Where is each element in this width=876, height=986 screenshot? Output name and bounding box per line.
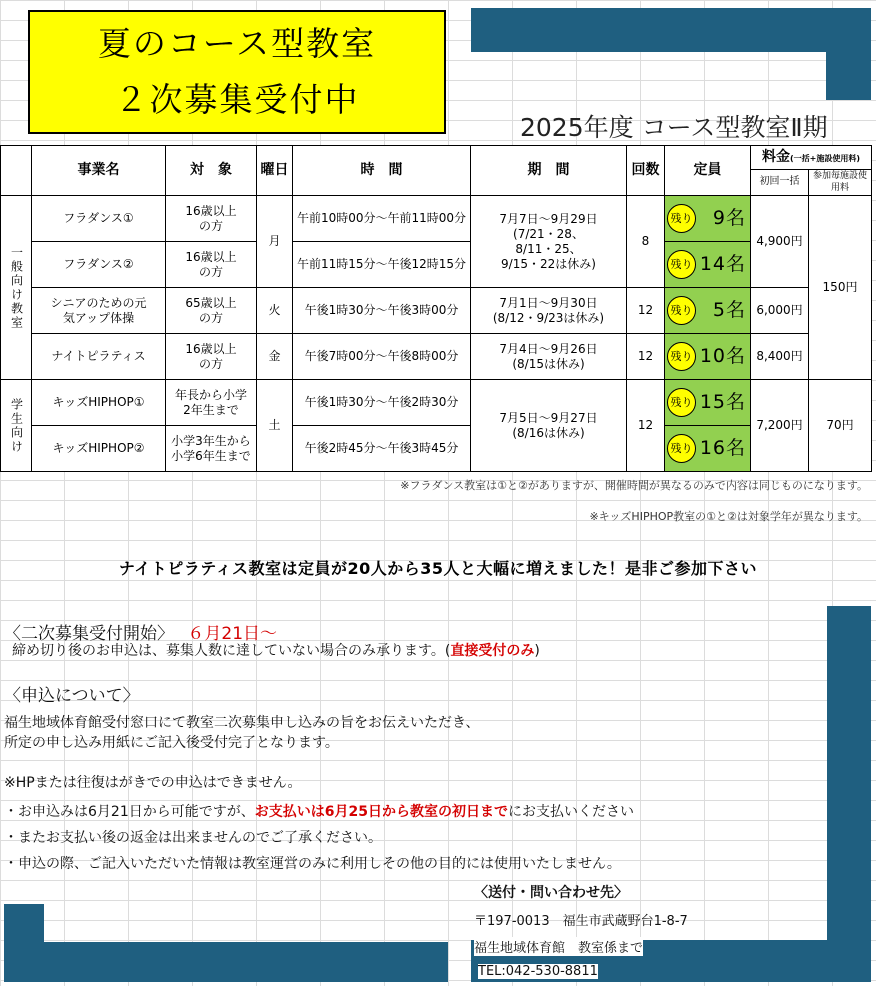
contact-address: 〒197-0013 福生市武蔵野台1-8-7 [474, 914, 688, 929]
second-recruit-date: ６月21日～ [187, 624, 278, 644]
class-period: 7月7日～9月29日 (7/21・28、 8/11・25、 9/15・22は休み) [471, 196, 627, 288]
title-line2: ２次募集受付中 [114, 80, 360, 119]
class-period: 7月5日～9月27日 (8/16は休み) [471, 380, 627, 472]
apply-note-hp: ※HPまたは往復はがきでの申込はできません。 [4, 775, 302, 791]
class-name: フラダンス① [32, 196, 166, 242]
class-day: 火 [257, 288, 293, 334]
class-name: キッズHIPHOP① [32, 380, 166, 426]
apply-heading: 〈申込について〉 [4, 686, 140, 706]
apply-line1: 福生地域体育館受付窓口にて教室二次募集申し込みの旨をお伝えいただき、 [4, 715, 480, 731]
remaining-count: 10名 [699, 344, 746, 367]
class-time: 午前11時15分～午後12時15分 [293, 242, 471, 288]
apply-line2: 所定の申し込み用紙にご記入後受付完了となります。 [4, 735, 339, 751]
remaining-count: 9名 [712, 206, 746, 229]
class-time: 午後1時30分～午後2時30分 [293, 380, 471, 426]
class-count: 12 [627, 288, 665, 334]
header-count: 回数 [627, 146, 665, 196]
class-count: 12 [627, 380, 665, 472]
title-box [28, 10, 446, 134]
class-day: 金 [257, 334, 293, 380]
decor-bracket-bottom-left-horizontal [4, 942, 448, 982]
announcement: ナイトピラティス教室は定員が20人から35人と大幅に増えました！是非ご参加下さい [118, 559, 758, 578]
fee-first: 8,400円 [751, 334, 809, 380]
header-fee: 料金(一括+施設使用料) [751, 146, 872, 170]
remaining-count: 15名 [699, 390, 746, 413]
capacity-cell [665, 242, 751, 288]
decor-bracket-mid-vertical [827, 606, 871, 961]
category-general: 一般向け教室 [1, 196, 32, 380]
title-line1: 夏のコース型教室 [97, 24, 377, 63]
class-target: 16歳以上の方 [166, 242, 257, 288]
class-target: 小学3年生から小学6年生まで [166, 426, 257, 472]
header-day: 曜日 [257, 146, 293, 196]
category-student: 学生向け [1, 380, 32, 472]
class-name: フラダンス② [32, 242, 166, 288]
schedule-table [0, 145, 872, 472]
class-period: 7月1日～9月30日 (8/12・9/23は休み) [471, 288, 627, 334]
header-blank [1, 146, 32, 196]
fee-facility: 70円 [809, 380, 872, 472]
fee-first: 4,900円 [751, 196, 809, 288]
remaining-count: 16名 [699, 436, 746, 459]
remaining-badge: 残り [667, 250, 696, 279]
second-recruit-heading: 〈二次募集受付開始〉 ６月21日～ [4, 624, 278, 644]
header-fee-facility: 参加毎施設使用料 [809, 170, 872, 196]
capacity-cell [665, 426, 751, 472]
contact-heading: 〈送付・問い合わせ先〉 [474, 885, 628, 901]
header-name: 事業名 [32, 146, 166, 196]
capacity-cell [665, 334, 751, 380]
fee-first: 6,000円 [751, 288, 809, 334]
class-target: 年長から小学2年生まで [166, 380, 257, 426]
class-time: 午前10時00分～午前11時00分 [293, 196, 471, 242]
capacity-cell [665, 288, 751, 334]
capacity-cell [665, 380, 751, 426]
remaining-count: 14名 [699, 252, 746, 275]
class-target: 65歳以上の方 [166, 288, 257, 334]
class-day: 土 [257, 380, 293, 472]
class-name: ナイトピラティス [32, 334, 166, 380]
class-name: キッズHIPHOP② [32, 426, 166, 472]
class-name: シニアのための元気アップ体操 [32, 288, 166, 334]
class-day: 月 [257, 196, 293, 288]
capacity-cell [665, 196, 751, 242]
header-capacity: 定員 [665, 146, 751, 196]
fee-facility: 150円 [809, 196, 872, 380]
note-kids: ※キッズHIPHOP教室の①と②は対象学年が異なります。 [589, 510, 868, 523]
header-period: 期 間 [471, 146, 627, 196]
apply-bullet1: ・お申込みは6月21日から可能ですが、お支払いは6月25日から教室の初日までにお支払いください [4, 804, 634, 820]
remaining-badge: 残り [667, 434, 696, 463]
class-count: 12 [627, 334, 665, 380]
second-recruit-text: 締め切り後のお申込は、募集人数に達していない場合のみ承ります。(直接受付のみ) [12, 643, 540, 659]
class-count: 8 [627, 196, 665, 288]
header-time: 時 間 [293, 146, 471, 196]
header-fee-first: 初回一括 [751, 170, 809, 196]
decor-bracket-top-horizontal [471, 8, 871, 52]
fee-first: 7,200円 [751, 380, 809, 472]
apply-bullet3: ・申込の際、ご記入いただいた情報は教室運営のみに利用しその他の目的には使用いたしません。 [4, 856, 621, 872]
class-period: 7月4日～9月26日 (8/15は休み) [471, 334, 627, 380]
remaining-badge: 残り [667, 296, 696, 325]
remaining-badge: 残り [667, 388, 696, 417]
decor-bracket-top-vertical [826, 8, 871, 100]
class-time: 午後7時00分～午後8時00分 [293, 334, 471, 380]
year-header: 2025年度 コース型教室Ⅱ期 [520, 113, 828, 142]
contact-tel: TEL:042-530-8811 [478, 964, 598, 979]
apply-bullet2: ・またお支払い後の返金は出来ませんのでご了承ください。 [4, 830, 382, 846]
class-target: 16歳以上の方 [166, 196, 257, 242]
remaining-badge: 残り [667, 204, 696, 233]
class-time: 午後1時30分～午後3時00分 [293, 288, 471, 334]
class-time: 午後2時45分～午後3時45分 [293, 426, 471, 472]
header-target: 対 象 [166, 146, 257, 196]
note-hula: ※フラダンス教室は①と②がありますが、開催時間が異なるのみで内容は同じものになります。 [400, 479, 868, 492]
contact-org: 福生地域体育館 教室係まで [474, 937, 643, 956]
class-target: 16歳以上の方 [166, 334, 257, 380]
remaining-badge: 残り [667, 342, 696, 371]
remaining-count: 5名 [712, 298, 746, 321]
